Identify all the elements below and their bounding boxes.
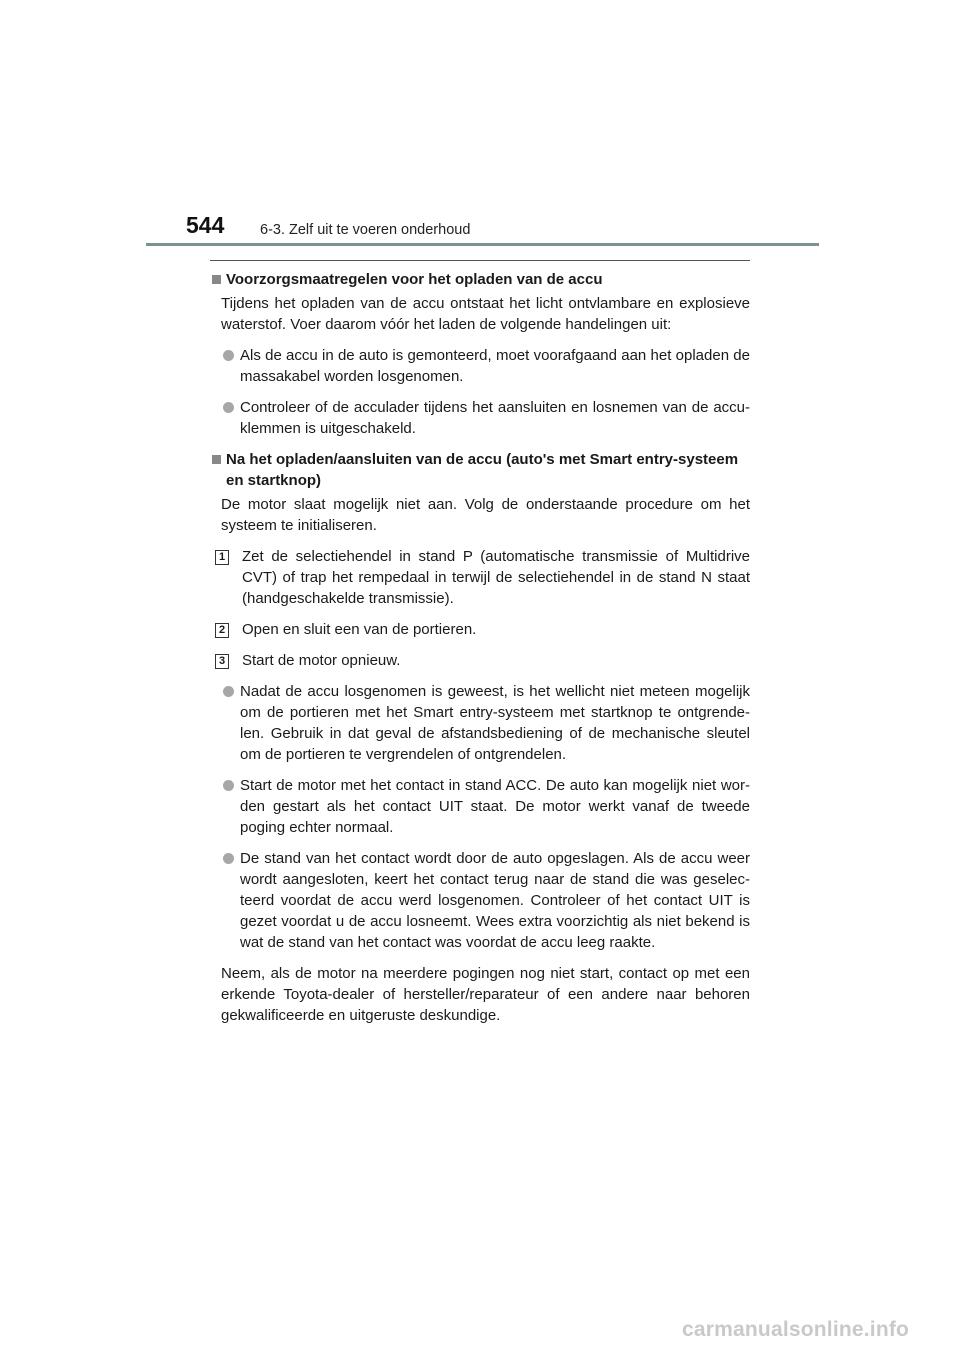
heading-text: Na het opladen/aansluiten van de accu (auto's met Smart entry-systeem en startknop) (226, 451, 739, 489)
procedure-step (210, 650, 750, 671)
step-text: Zet de selectiehendel in stand P (automatische transmissie of Multidrive CVT) of trap het rempedaal in terwijl de selectiehendel in de stand N staat (handgeschakelde transmissie). (242, 548, 750, 607)
procedure-step (210, 546, 750, 609)
page-header (0, 0, 960, 250)
section-heading (210, 269, 750, 290)
section-heading (210, 449, 750, 491)
bullet-dot-icon (223, 686, 234, 697)
page-number: 544 (186, 212, 225, 238)
step-number-badge: 3 (215, 654, 229, 669)
list-item-text: Als de accu in de auto is gemonteerd, moet voorafgaand aan het opladen de massakabel worden losgenomen. (240, 347, 750, 385)
list-item (221, 775, 750, 838)
content-divider (210, 260, 750, 261)
step-number-badge: 2 (215, 623, 229, 638)
page-content (210, 260, 750, 1036)
list-item (221, 397, 750, 439)
watermark-logo: carmanualsonline.info (682, 1318, 910, 1341)
step-text: Open en sluit een van de portieren. (242, 621, 477, 638)
bullet-dot-icon (223, 780, 234, 791)
square-bullet-icon (212, 275, 221, 284)
list-item-text: De stand van het contact wordt door de auto opgeslagen. Als de accu weer wordt aangesloten, keert het contact terug naar de stand die was geselec-teerd voordat de accu werd losgenomen. Controleer of het contact UIT is gezet voordat u de accu losneemt. Wees extra voorzichtig als niet bekend is wat de stand van het contact was voordat de accu leeg raakte. (240, 850, 750, 951)
list-item (221, 848, 750, 953)
section-title: 6-3. Zelf uit te voeren onderhoud (260, 222, 471, 238)
bullet-dot-icon (223, 350, 234, 361)
list-item-text: Nadat de accu losgenomen is geweest, is het wellicht niet meteen mogelijk om de portieren met het Smart entry-systeem met startknop te ontgrende-len. Gebruik in dat geval de afstandsbediening of de mechanische sleutel om de portieren te vergrendelen of ontgrendelen. (240, 683, 750, 763)
header-divider (146, 243, 819, 246)
step-number-badge: 1 (215, 550, 229, 565)
procedure-step (210, 619, 750, 640)
step-text: Start de motor opnieuw. (242, 652, 401, 669)
list-item-text: Controleer of de acculader tijdens het aansluiten en losnemen van de accu-klemmen is uitgeschakeld. (240, 399, 750, 437)
closing-paragraph: Neem, als de motor na meerdere pogingen nog niet start, contact op met een erkende Toyota-dealer of hersteller/reparateur of een andere naar behoren gekwalificeerde en uitgeruste deskundige. (221, 965, 750, 1024)
heading-text: Voorzorgsmaatregelen voor het opladen van de accu (226, 271, 603, 288)
intro-paragraph: De motor slaat mogelijk niet aan. Volg de onderstaande procedure om het systeem te initialiseren. (221, 496, 750, 534)
list-item (221, 345, 750, 387)
list-item (221, 681, 750, 765)
list-item-text: Start de motor met het contact in stand ACC. De auto kan mogelijk niet wor-den gestart als het contact UIT staat. De motor werkt vanaf de tweede poging echter normaal. (240, 777, 750, 836)
bullet-dot-icon (223, 853, 234, 864)
bullet-dot-icon (223, 402, 234, 413)
intro-paragraph: Tijdens het opladen van de accu ontstaat het licht ontvlambare en explosieve waterstof. Voer daarom vóór het laden de volgende handelingen uit: (221, 295, 750, 333)
square-bullet-icon (212, 455, 221, 464)
